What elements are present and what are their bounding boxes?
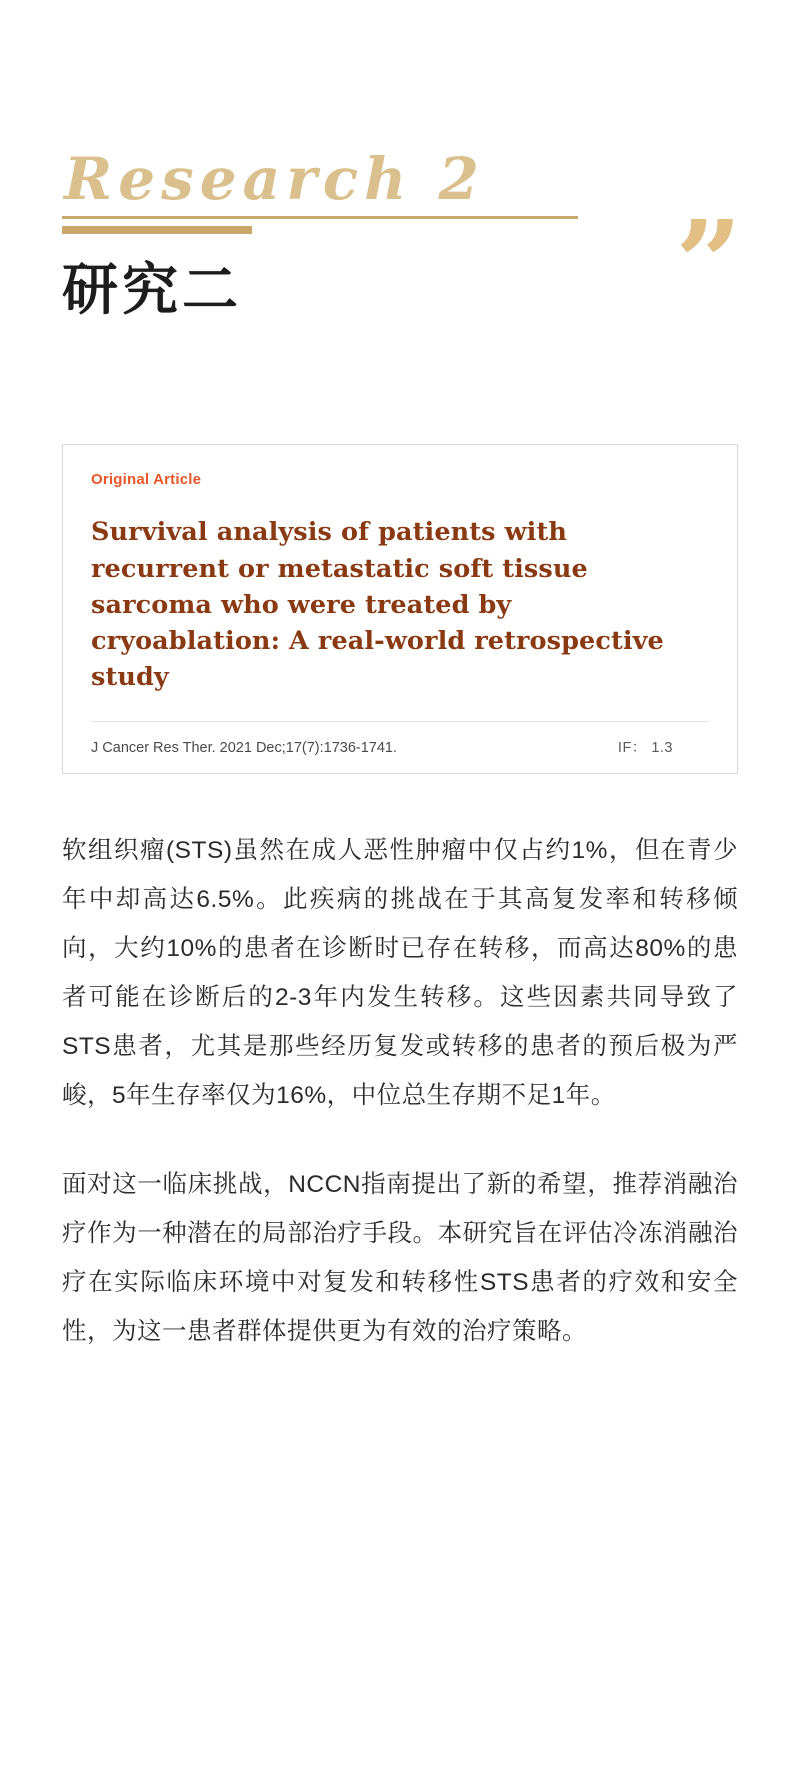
quote-mark-icon: ” (675, 196, 738, 332)
article-meta (91, 721, 709, 773)
research-script-title: Research 2 (64, 145, 485, 213)
header-divider (62, 214, 738, 244)
article-title: Survival analysis of patients with recurrent or metastatic soft tissue sarcoma who were treated by cryoablation: A real-world retrospective study (91, 517, 664, 693)
body-paragraph: 面对这一临床挑战，NCCN指南提出了新的希望，推荐消融治疗作为一种潜在的局部治疗手段。本研究旨在评估冷冻消融治疗在实际临床环境中对复发和转移性STS患者的疗效和安全性，为这一患者群体提供更为有效的治疗策略。 (62, 1171, 738, 1346)
article-body (62, 826, 738, 1356)
divider-thin-line (62, 216, 578, 219)
article-card (62, 444, 738, 774)
impact-factor: IF： 1.3 (617, 740, 673, 757)
article-citation: J Cancer Res Ther. 2021 Dec;17(7):1736-1741. (91, 740, 398, 757)
article-type-label: Original Article (91, 471, 202, 489)
divider-thick-line (62, 226, 252, 234)
page-title: 研究二 (62, 257, 242, 323)
page-header (62, 0, 738, 332)
body-paragraph: 软组织瘤(STS)虽然在成人恶性肿瘤中仅占约1%，但在青少年中却高达6.5%。此疾病的挑战在于其高复发率和转移倾向，大约10%的患者在诊断时已存在转移，而高达80%的患者可能在诊断后的2-3年内发生转移。这些因素共同导致了STS患者，尤其是那些经历复发或转移的患者的预后极为严峻，5年生存率仅为16%，中位总生存期不足1年。 (62, 837, 738, 1110)
